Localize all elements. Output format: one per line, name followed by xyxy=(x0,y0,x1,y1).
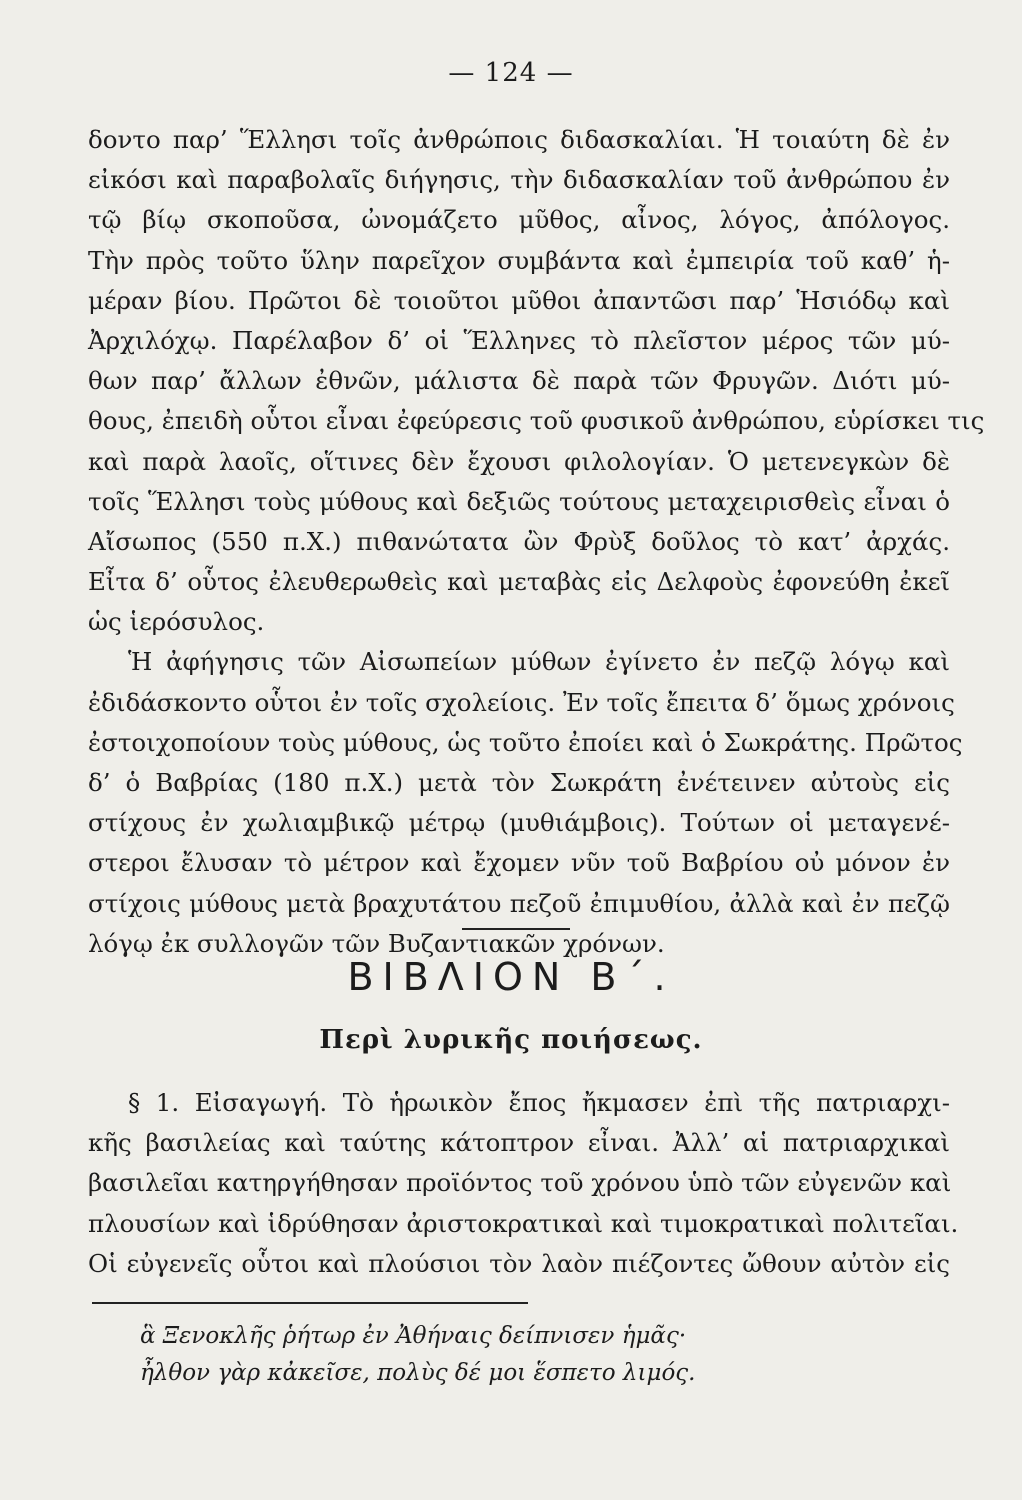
page-number: — 124 — xyxy=(448,58,574,88)
text-line: βασιλεῖαι κατηργήθησαν προϊόντος τοῦ χρόνου ὑπὸ τῶν εὐγενῶν καὶ xyxy=(88,1168,952,1198)
text-line: θων παρ’ ἄλλων ἐθνῶν, μάλιστα δὲ παρὰ τῶν Φρυγῶν. Διότι μύ- xyxy=(88,366,950,396)
text-line: τοῖς Ἕλλησι τοὺς μύθους καὶ δεξιῶς τούτους μεταχειρισθεὶς εἶναι ὁ xyxy=(88,486,950,516)
text-line: θους, ἐπειδὴ οὗτοι εἶναι ἐφεύρεσις τοῦ φυσικοῦ ἀνθρώπου, εὑρίσκει τις xyxy=(88,406,985,436)
paragraph-introduction xyxy=(88,1083,959,1284)
paragraph-aesop xyxy=(88,120,985,964)
text-line: στίχους ἐν χωλιαμβικῷ μέτρῳ (μυθιάμβοις). Τούτων οἱ μεταγενέ- xyxy=(88,808,950,838)
footnote-line: ἃ Ξενοκλῆς ῥήτωρ ἐν Ἀθήναις δείπνισεν ἡμᾶς· xyxy=(140,1323,687,1349)
text-line: κῆς βασιλείας καὶ ταύτης κάτοπτρον εἶναι. Ἀλλ’ αἱ πατριαρχικαὶ xyxy=(88,1128,950,1158)
text-line: τῷ βίῳ σκοποῦσα, ὠνομάζετο μῦθος, αἶνος, λόγος, ἀπόλογος. xyxy=(88,205,950,235)
book-heading: ΒΙΒΛΙΟΝ Β΄. xyxy=(347,955,675,999)
text-line: λόγῳ ἐκ συλλογῶν τῶν Βυζαντιακῶν χρόνων. xyxy=(88,928,665,958)
text-line: Ἡ ἀφήγησις τῶν Αἰσωπείων μύθων ἐγίνετο ἐν πεζῷ λόγῳ καὶ xyxy=(128,647,950,677)
text-line: μέραν βίου. Πρῶτοι δὲ τοιοῦτοι μῦθοι ἀπαντῶσι παρ’ Ἡσιόδῳ καὶ xyxy=(88,285,950,315)
footnote-divider xyxy=(92,1302,528,1304)
text-line: πλουσίων καὶ ἱδρύθησαν ἀριστοκρατικαὶ καὶ τιμοκρατικαὶ πολιτεῖαι. xyxy=(88,1208,959,1238)
section-heading: Περὶ λυρικῆς ποιήσεως. xyxy=(319,1025,703,1055)
text-line: στίχοις μύθους μετὰ βραχυτάτου πεζοῦ ἐπιμυθίου, ἀλλὰ καὶ ἐν πεζῷ xyxy=(88,888,950,918)
text-line: Εἶτα δ’ οὗτος ἐλευθερωθεὶς καὶ μεταβὰς εἰς Δελφοὺς ἐφονεύθη ἐκεῖ xyxy=(88,567,950,597)
text-line: Οἱ εὐγενεῖς οὗτοι καὶ πλούσιοι τὸν λαὸν πιέζοντες ὤθουν αὐτὸν εἰς xyxy=(88,1248,950,1278)
text-line: § 1. Εἰσαγωγή. Τὸ ἡρωικὸν ἔπος ἤκμασεν ἐπὶ τῆς πατριαρχι- xyxy=(128,1088,950,1117)
text-line: δ’ ὁ Βαβρίας (180 π.Χ.) μετὰ τὸν Σωκράτη ἐνέτεινεν αὐτοὺς εἰς xyxy=(88,768,950,797)
text-line: εἰκόσι καὶ παραβολαῖς διήγησις, τὴν διδασκαλίαν τοῦ ἀνθρώπου ἐν xyxy=(88,165,950,195)
text-line: Τὴν πρὸς τοῦτο ὕλην παρεῖχον συμβάντα καὶ ἐμπειρία τοῦ καθ’ ἡ- xyxy=(88,245,950,275)
text-line: Ἀρχιλόχῳ. Παρέλαβον δ’ οἱ Ἕλληνες τὸ πλεῖστον μέρος τῶν μύ- xyxy=(88,325,950,355)
text-line: στεροι ἔλυσαν τὸ μέτρον καὶ ἔχομεν νῦν τοῦ Βαβρίου οὐ μόνον ἐν xyxy=(88,848,950,878)
text-line: Αἴσωπος (550 π.Χ.) πιθανώτατα ὢν Φρὺξ δοῦλος τὸ κατ’ ἀρχάς. xyxy=(88,526,950,556)
section-divider xyxy=(462,928,570,930)
text-line: δοντο παρ’ Ἕλλησι τοῖς ἀνθρώποις διδασκαλίαι. Ἡ τοιαύτη δὲ ἐν xyxy=(88,125,950,154)
text-line: ἐστοιχοποίουν τοὺς μύθους, ὡς τοῦτο ἐποίει καὶ ὁ Σωκράτης. Πρῶτος xyxy=(88,727,963,757)
footnote-line: ἦλθον γὰρ κἀκεῖσε, πολὺς δέ μοι ἕσπετο λιμός. xyxy=(140,1360,696,1386)
text-line: καὶ παρὰ λαοῖς, οἵτινες δὲν ἔχουσι φιλολογίαν. Ὁ μετενεγκὼν δὲ xyxy=(88,446,950,476)
text-line: ὡς ἱερόσυλος. xyxy=(88,607,265,637)
footnote xyxy=(140,1318,840,1392)
text-line: ἐδιδάσκοντο οὗτοι ἐν τοῖς σχολείοις. Ἐν τοῖς ἔπειτα δ’ ὅμως χρόνοις xyxy=(88,687,955,717)
